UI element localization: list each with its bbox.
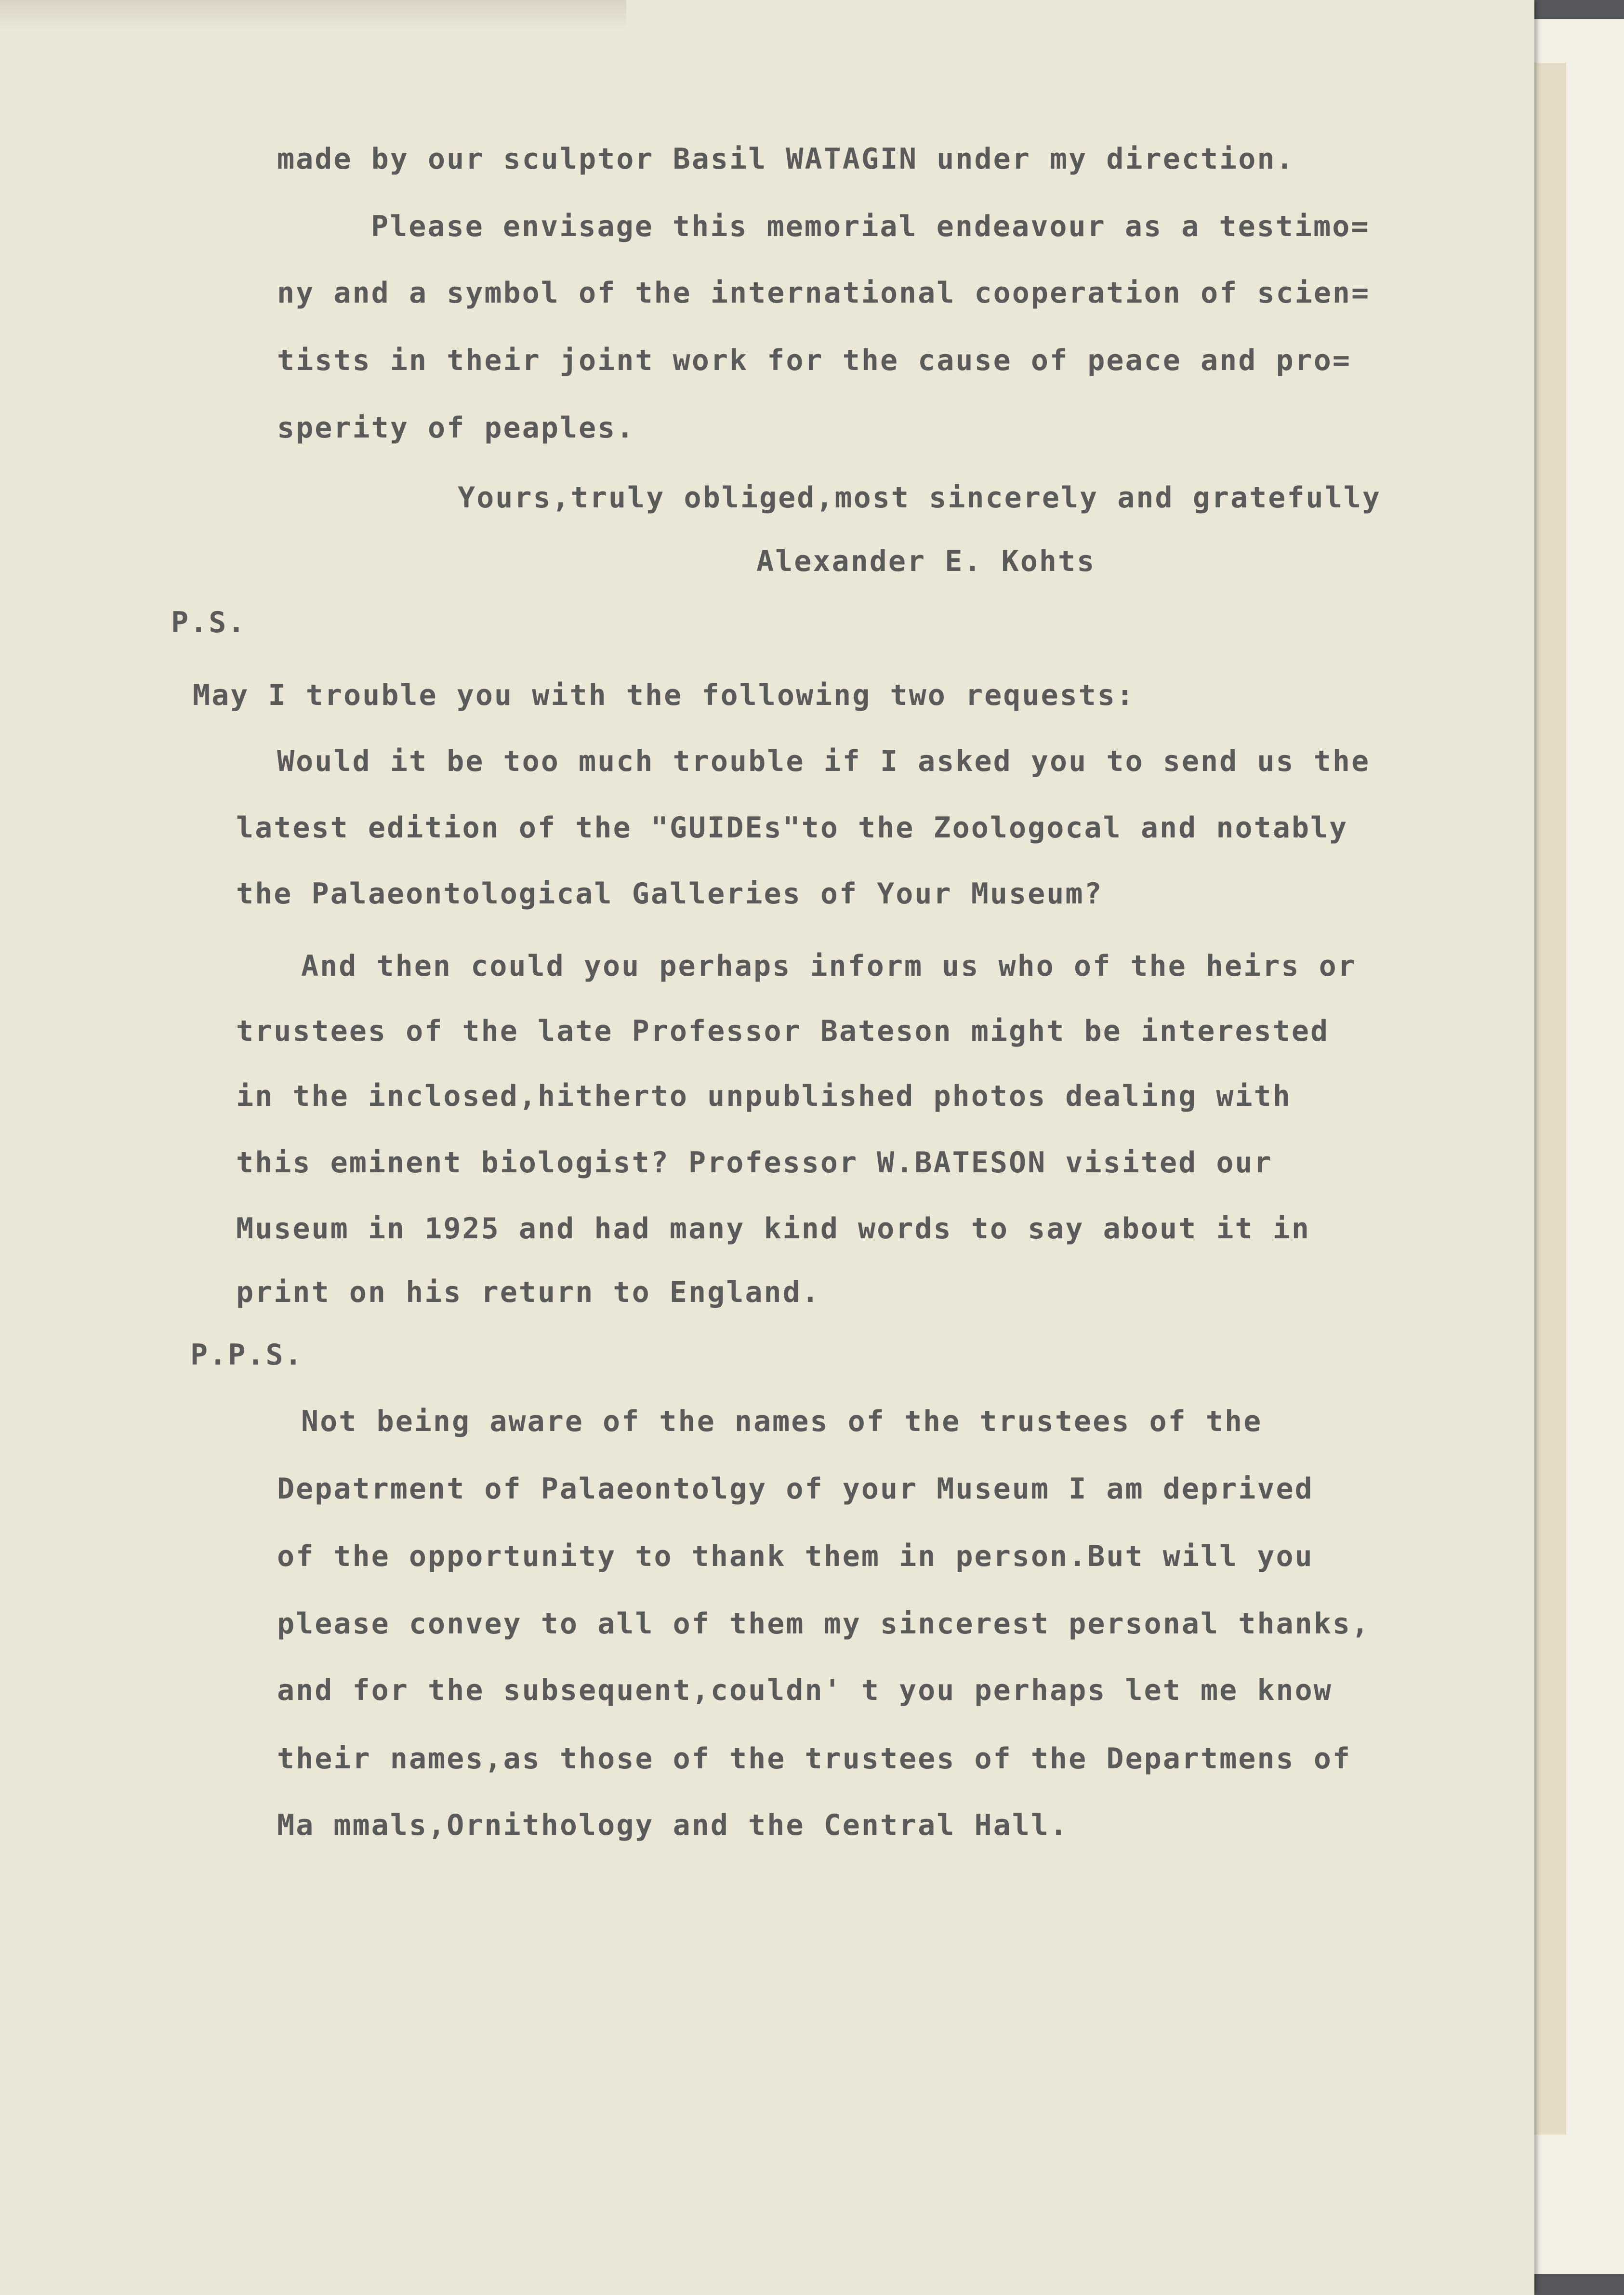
closing-line: Yours,truly obliged,most sincerely and gratefully — [458, 481, 1382, 515]
letter-line: Please envisage this memorial endeavour as a testimo= — [371, 210, 1370, 243]
pps-line: Depatrment of Palaeontolgy of your Museum I am deprived — [277, 1472, 1314, 1506]
ps-line: May I trouble you with the following two requests: — [193, 678, 1135, 712]
ps-line: Would it be too much trouble if I asked you to send us the — [277, 744, 1371, 778]
ps-line: Museum in 1925 and had many kind words to say about it in — [236, 1212, 1311, 1246]
letter-line: made by our sculptor Basil WATAGIN under my direction. — [277, 142, 1295, 176]
ps-line: latest edition of the "GUIDEs"to the Zoologocal and notably — [236, 811, 1348, 845]
pps-heading: P.P.S. — [190, 1338, 304, 1372]
letter-line: sperity of peaples. — [277, 411, 635, 445]
letter-line: tists in their joint work for the cause of peace and pro= — [277, 344, 1352, 377]
ps-line: And then could you perhaps inform us who of the heirs or — [301, 949, 1357, 983]
pps-line: Not being aware of the names of the trustees of the — [301, 1405, 1263, 1438]
ps-heading: P.S. — [171, 606, 247, 639]
ps-line: trustees of the late Professor Bateson might be interested — [236, 1014, 1330, 1048]
letter-line: ny and a symbol of the international cooperation of scien= — [277, 276, 1371, 310]
pps-line: their names,as those of the trustees of the Departmens of — [277, 1742, 1352, 1776]
page-top-edge — [0, 0, 626, 29]
ps-line: the Palaeontological Galleries of Your Museum? — [236, 877, 1103, 911]
pps-line: of the opportunity to thank them in person.But will you — [277, 1539, 1314, 1573]
ps-line: in the inclosed,hitherto unpublished photos dealing with — [236, 1079, 1292, 1113]
ps-line: print on his return to England. — [236, 1275, 820, 1309]
pps-line: please convey to all of them my sincerest personal thanks, — [277, 1607, 1371, 1641]
pps-line: Ma mmals,Ornithology and the Central Hall. — [277, 1808, 1069, 1842]
signature-line: Alexander E. Kohts — [756, 544, 1096, 578]
pps-line: and for the subsequent,couldn' t you perhaps let me know — [277, 1673, 1333, 1707]
ps-line: this eminent biologist? Professor W.BATESON visited our — [236, 1146, 1273, 1180]
